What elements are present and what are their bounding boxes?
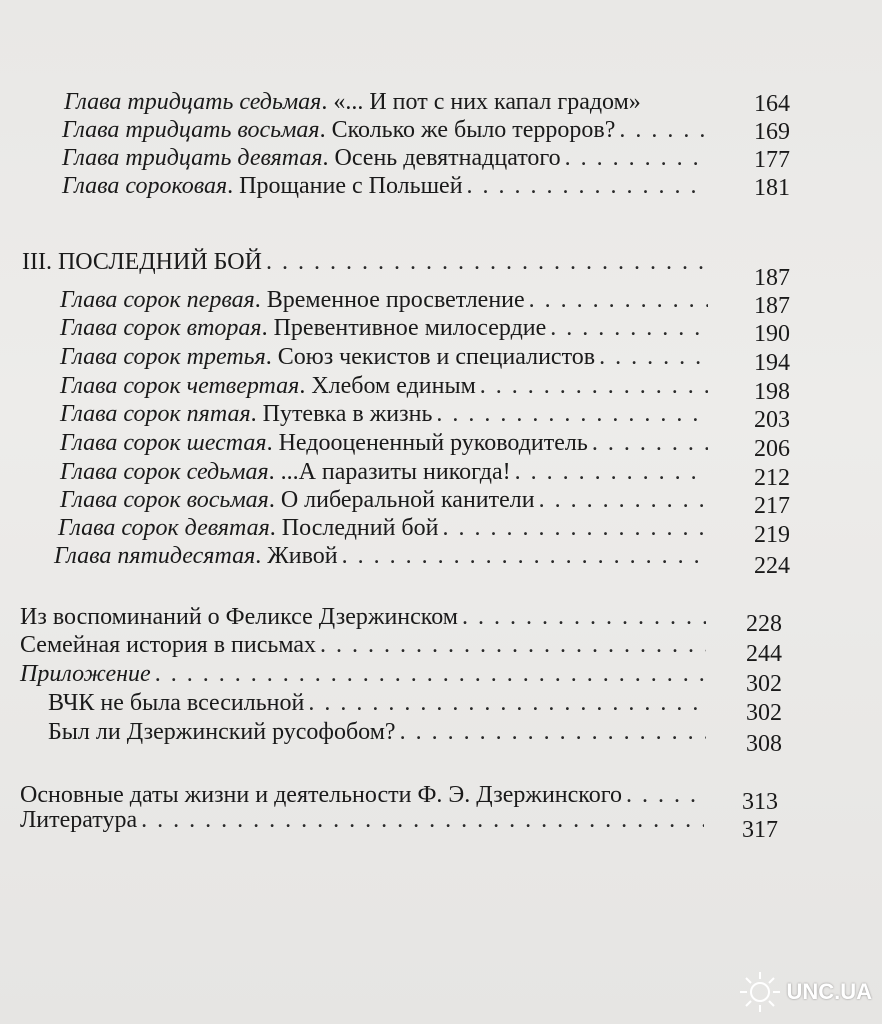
toc-line: Литература . . . — [20, 806, 708, 834]
dot-leader — [480, 372, 708, 400]
page-number: 169 — [754, 119, 790, 145]
page-number: 194 — [754, 350, 790, 376]
dot-leader — [141, 806, 704, 834]
dot-leader — [342, 542, 708, 570]
toc-entry-text: Глава тридцать седьмая. «... И пот с них капал градом» — [64, 89, 641, 115]
page-number: 228 — [746, 611, 782, 637]
page-number: 219 — [754, 522, 790, 548]
dot-leader — [515, 458, 708, 486]
dot-leader — [155, 660, 706, 688]
dot-leader — [626, 781, 704, 809]
dot-leader — [529, 286, 708, 314]
page-number: 313 — [742, 789, 778, 815]
dot-leader — [266, 248, 708, 276]
toc-line: Глава сорок восьмая. О либеральной канители . . . — [60, 486, 712, 514]
toc-line: Был ли Дзержинский русофобом? . . . — [48, 718, 710, 746]
sun-icon — [738, 970, 782, 1014]
page-number: 203 — [754, 407, 790, 433]
toc-line: Основные даты жизни и деятельности Ф. Э. Дзержинского . . . — [20, 781, 708, 809]
page-number: 177 — [754, 147, 790, 173]
toc-line — [64, 88, 704, 116]
page-number: 187 — [754, 293, 790, 319]
page-number: 317 — [742, 817, 778, 843]
page-number: 164 — [754, 91, 790, 117]
watermark-logo — [738, 970, 872, 1014]
toc-line: Глава сороковая. Прощание с Польшей . . . — [62, 172, 712, 200]
dot-leader — [550, 314, 708, 342]
toc-line: ВЧК не была всесильной . . . — [48, 689, 710, 717]
toc-line: Из воспоминаний о Феликсе Дзержинском . . . — [20, 603, 710, 631]
toc-line: Глава сорок седьмая. ...А паразиты никогда! . . . — [60, 458, 712, 486]
page-number: 302 — [746, 671, 782, 697]
dot-leader — [599, 343, 708, 371]
page-number: 244 — [746, 641, 782, 667]
toc-line: Глава тридцать девятая. Осень девятнадцатого . . . — [62, 144, 712, 172]
page-number: 212 — [754, 465, 790, 491]
dot-leader — [308, 689, 706, 717]
dot-leader — [467, 172, 708, 200]
page-number: 224 — [754, 553, 790, 579]
toc-line: Глава сорок шестая. Недооцененный руководитель . . . — [60, 429, 712, 457]
dot-leader — [436, 400, 708, 428]
dot-leader — [320, 631, 706, 659]
toc-line: Глава тридцать восьмая. Сколько же было терроров? . . . — [62, 116, 712, 144]
toc-line: Семейная история в письмах . . . — [20, 631, 710, 659]
dot-leader — [539, 486, 708, 514]
toc-line: Глава пятидесятая. Живой . . . — [54, 542, 712, 570]
toc-line: Глава сорок третья. Союз чекистов и специалистов . . . — [60, 343, 712, 371]
toc-line: Глава сорок четвертая. Хлебом единым . . . — [60, 372, 712, 400]
page-number: 187 — [754, 265, 790, 291]
dot-leader — [565, 144, 708, 172]
dot-leader — [619, 116, 708, 144]
toc-line: Глава сорок пятая. Путевка в жизнь . . . — [60, 400, 712, 428]
page-number: 190 — [754, 321, 790, 347]
dot-leader — [443, 514, 709, 542]
page-number: 206 — [754, 436, 790, 462]
toc-line: Глава сорок первая. Временное просветление . . . — [60, 286, 712, 314]
toc-line: Глава сорок вторая. Превентивное милосердие . . . — [60, 314, 712, 342]
page-number: 308 — [746, 731, 782, 757]
page-number: 302 — [746, 700, 782, 726]
dot-leader — [462, 603, 706, 631]
page-number: 198 — [754, 379, 790, 405]
toc-line: Приложение . . . — [20, 660, 710, 688]
toc-line: Глава сорок девятая. Последний бой . . . — [58, 514, 712, 542]
watermark-label: UNC.UA — [786, 979, 872, 1004]
dot-leader — [400, 718, 706, 746]
page-number: 217 — [754, 493, 790, 519]
section-heading: III. ПОСЛЕДНИЙ БОЙ . . . — [22, 248, 712, 276]
page-number: 181 — [754, 175, 790, 201]
dot-leader — [592, 429, 708, 457]
